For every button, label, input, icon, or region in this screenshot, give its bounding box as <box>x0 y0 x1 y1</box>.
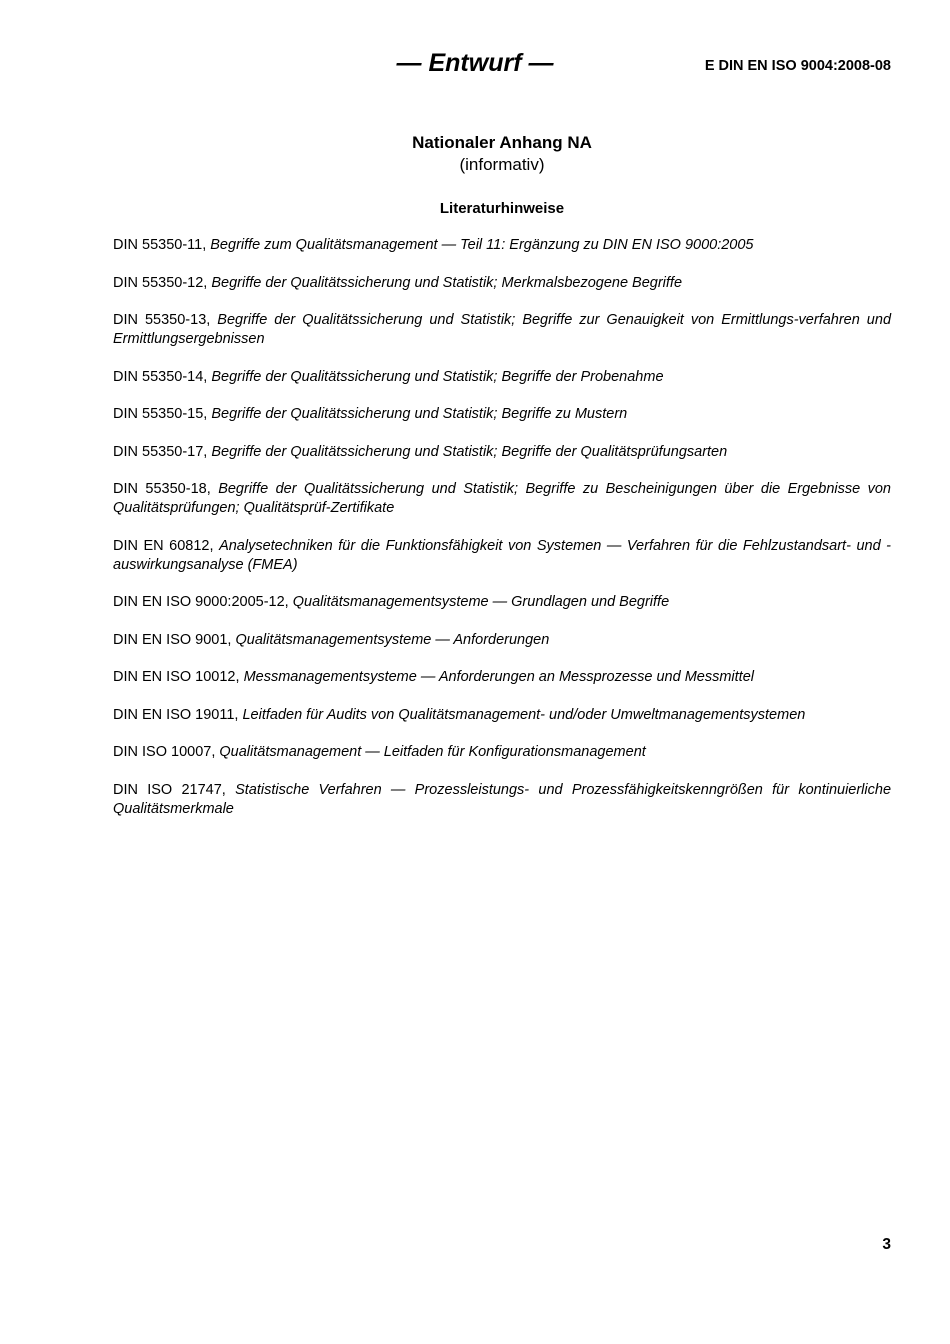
reference-code: DIN EN ISO 9000:2005-12, <box>113 594 289 610</box>
draft-label: — Entwurf — <box>396 49 554 77</box>
reference-item <box>113 236 891 255</box>
reference-item <box>113 743 891 762</box>
reference-title: Begriffe der Qualitätssicherung und Statistik; Begriffe der Qualitätsprüfungsarten <box>211 443 728 460</box>
reference-title: Begriffe der Qualitätssicherung und Statistik; Begriffe der Probenahme <box>211 368 664 385</box>
reference-code: DIN 55350-18, <box>113 481 211 497</box>
annex-title: Nationaler Anhang NA <box>412 133 592 152</box>
reference-title: Begriffe der Qualitätssicherung und Statistik; Begriffe zu Mustern <box>211 406 628 422</box>
reference-title: Statistische Verfahren — Prozessleistungs- und Prozessfähigkeitskenngrößen für kontinuierliche Qualitätsmerkmale <box>113 781 892 817</box>
document-number: E DIN EN ISO 9004:2008-08 <box>704 58 891 74</box>
reference-item <box>113 443 891 462</box>
reference-item <box>113 593 891 612</box>
reference-title: Messmanagementsysteme — Anforderungen an Messprozesse und Messmittel <box>243 669 754 685</box>
reference-title: Qualitätsmanagementsysteme — Grundlagen und Begriffe <box>292 594 670 610</box>
reference-item <box>113 311 891 349</box>
page-number: 3 <box>882 1236 891 1253</box>
reference-item <box>113 537 891 575</box>
reference-item <box>113 706 891 725</box>
annex-subtitle: (informativ) <box>459 155 545 174</box>
reference-title: Begriffe zum Qualitätsmanagement — Teil 11: Ergänzung zu DIN EN ISO 9000:2005 <box>210 237 754 253</box>
reference-title: Qualitätsmanagement — Leitfaden für Konfigurationsmanagement <box>219 744 646 760</box>
reference-code: DIN 55350-17, <box>113 443 208 460</box>
reference-title: Begriffe der Qualitätssicherung und Statistik; Merkmalsbezogene Begriffe <box>211 274 683 291</box>
reference-code: DIN EN ISO 9001, <box>113 631 232 648</box>
reference-item <box>113 480 891 518</box>
reference-title: Leitfaden für Audits von Qualitätsmanagement- und/oder Umweltmanagementsystemen <box>242 706 806 723</box>
section-heading: Literaturhinweise <box>439 200 565 217</box>
reference-code: DIN ISO 21747, <box>113 781 226 798</box>
reference-item <box>113 274 891 293</box>
reference-code: DIN EN ISO 19011, <box>113 706 239 723</box>
reference-item <box>113 631 891 650</box>
reference-code: DIN 55350-13, <box>113 312 211 328</box>
reference-title: Begriffe der Qualitätssicherung und Statistik; Begriffe zu Bescheinigungen über die Ergebnisse von Qualitätsprüfungen; Qualitätsprüf-Zertifikate <box>113 481 891 516</box>
reference-item <box>113 405 891 424</box>
reference-code: DIN EN ISO 10012, <box>113 669 240 685</box>
reference-code: DIN 55350-12, <box>113 274 208 291</box>
reference-code: DIN ISO 10007, <box>113 744 216 760</box>
reference-code: DIN 55350-14, <box>113 368 208 385</box>
reference-title: Analysetechniken für die Funktionsfähigkeit von Systemen — Verfahren für die Fehlzustandsart- und -auswirkungsanalyse (FMEA) <box>113 537 891 573</box>
reference-code: DIN 55350-11, <box>113 237 207 253</box>
reference-item <box>113 668 891 687</box>
reference-list <box>113 236 891 837</box>
reference-item <box>113 368 891 387</box>
reference-item <box>113 781 891 819</box>
reference-code: DIN EN 60812, <box>113 537 214 554</box>
reference-title: Qualitätsmanagementsysteme — Anforderungen <box>235 631 550 648</box>
reference-title: Begriffe der Qualitätssicherung und Statistik; Begriffe zur Genauigkeit von Ermittlungs-verfahren und Ermittlungsergebnissen <box>113 312 892 347</box>
reference-code: DIN 55350-15, <box>113 406 208 422</box>
